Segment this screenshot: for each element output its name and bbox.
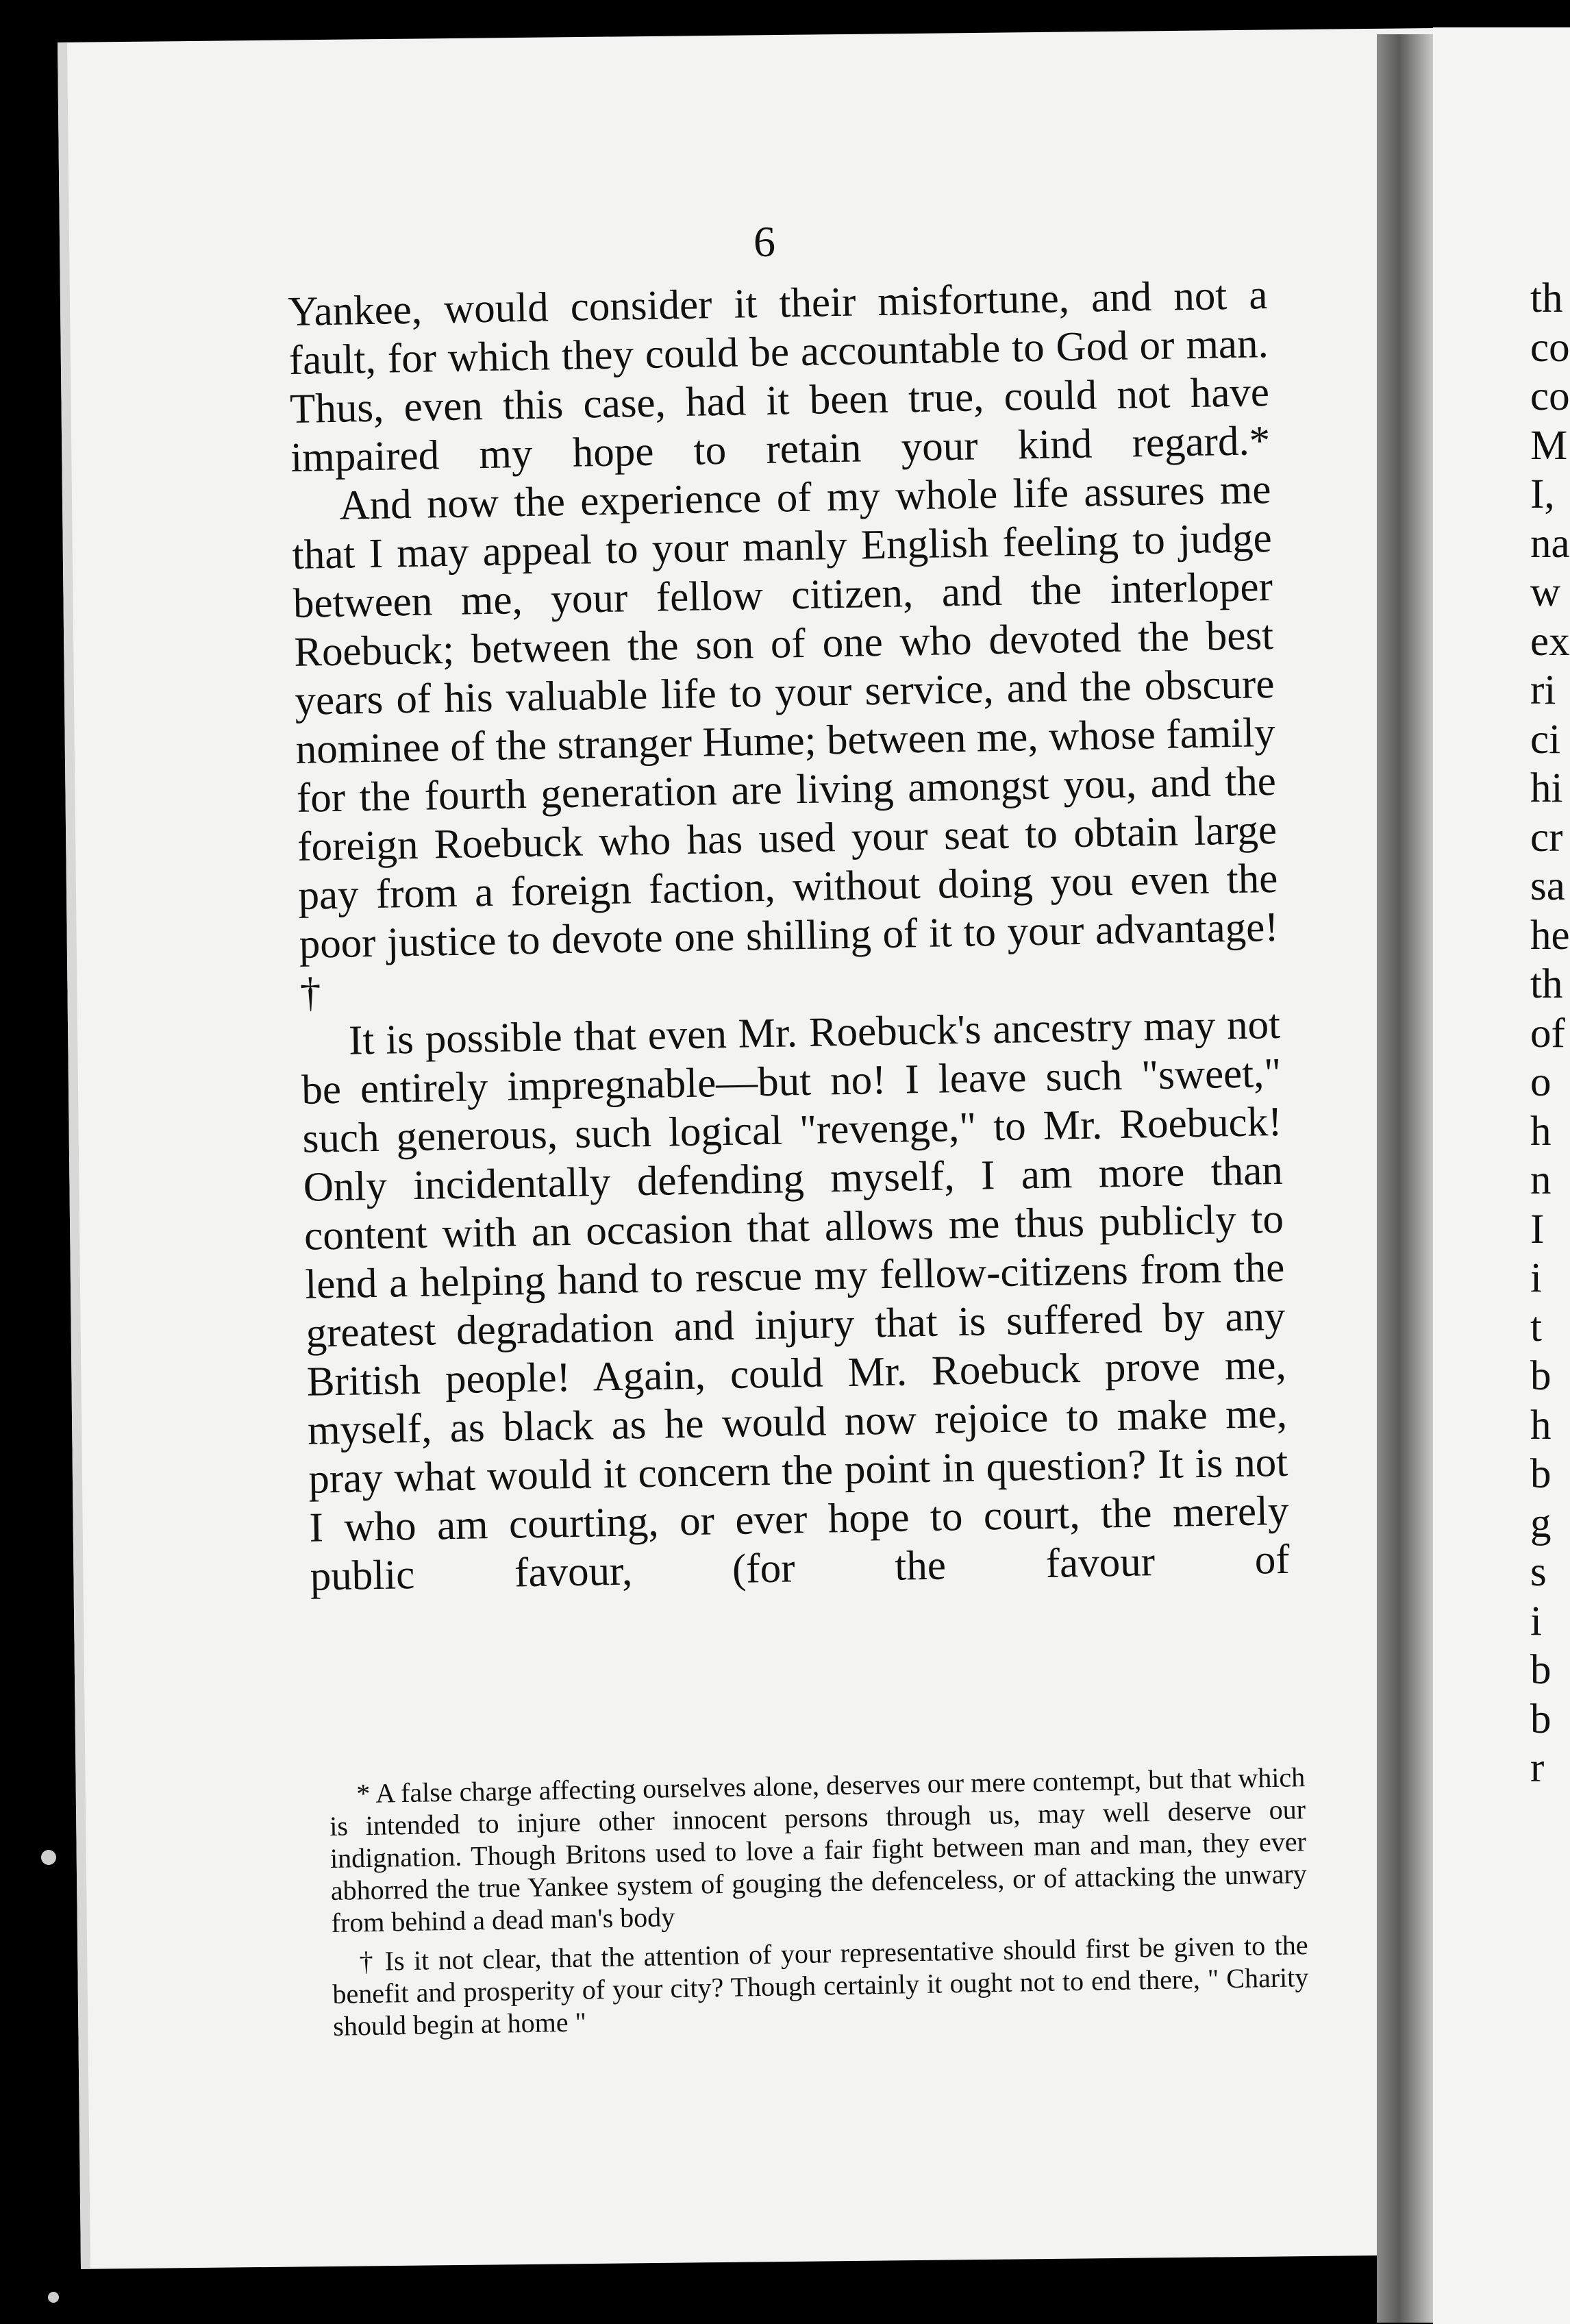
facing-page-line-fragment: of [1530,1010,1565,1056]
facing-page-line-fragment: b [1530,1353,1552,1399]
facing-page-line-fragment: sa [1530,863,1565,909]
facing-page-line-fragment: na [1530,520,1570,567]
facing-page-line-fragment: ri [1530,667,1556,713]
paragraph-3: It is possible that even Mr. Roebuck's ancestry may not be entirely impregnable—but no! I leave such "sweet," such generous, such logical "revenge," to Mr. Roebuck! Only incidentally defending myself, I am more than content with an occasion that allows me thus publicly to lend a helping hand to rescue my fellow-citizens from the greatest degradation and injury that is suffered by any British people! Again, could Mr. Roebuck prove me, myself, as black as he would now rejoice to make me, pray what would it concern the point in question? It is not I who am courting, or ever hope to court, the merely public favour, (for the favour of [301,1001,1291,1600]
facing-page-line-fragment: w [1530,569,1561,615]
facing-page-line-fragment: th [1530,275,1563,321]
page-number: 6 [753,217,775,266]
paragraph-2: And now the experience of my whole life assures me that I may appeal to your manly English feeling to judge between me, your fellow citizen, and the interloper Roebuck; between the son of one who devoted the best years of his valuable life to your service, and the obscure nominee of the stranger Hume; between me, whose family for the fourth generation are living amongst you, and the foreign Roebuck who has used your seat to obtain large pay from a foreign faction, without doing you even the poor justice to devote one shilling of it to your advantage! † [292,466,1280,1016]
facing-page-line-fragment: ex [1530,618,1570,665]
footnotes [329,1761,1310,2049]
body-text [288,271,1290,1601]
facing-page-line-fragment: co [1530,324,1570,371]
book-gutter [1377,34,1433,2323]
facing-page-fragments [1530,274,1570,1793]
facing-page-line-fragment: ci [1530,716,1561,763]
facing-page-line-fragment: s [1530,1549,1547,1595]
facing-page-line-fragment: b [1530,1451,1552,1497]
facing-page-line-fragment: r [1530,1745,1545,1791]
facing-page-line-fragment: b [1530,1647,1552,1693]
facing-page-line-fragment: b [1530,1696,1552,1742]
facing-page-line-fragment: cr [1530,814,1563,861]
facing-page-line-fragment: M [1530,422,1568,469]
facing-page-line-fragment: g [1530,1500,1552,1546]
facing-page-line-fragment: o [1530,1059,1552,1105]
facing-page-line-fragment: he [1530,912,1570,959]
facing-page-line-fragment: i [1530,1255,1542,1301]
facing-page-line-fragment: i [1530,1598,1542,1644]
scan-speck [48,2292,59,2303]
footnote-1: * A false charge affecting ourselves alone, deserves our mere contempt, but that which is intended to injure other innocent persons through us, may well deserve our indignation. Though Britons used to love a fair fight between man and man, they ever abhorred the true Yankee system of gouging the defenceless, or of attacking the unwary from behind a dead man's body [329,1761,1308,1938]
facing-page-line-fragment: I, [1530,471,1555,517]
facing-page-line-fragment: I [1530,1206,1545,1252]
facing-page-line-fragment: t [1530,1304,1542,1350]
facing-page-line-fragment: h [1530,1108,1552,1154]
facing-page-line-fragment: n [1530,1157,1552,1203]
facing-page-line-fragment: th [1530,961,1563,1007]
facing-page-line-fragment: co [1530,373,1570,419]
footnote-2: † Is it not clear, that the attention of your representative should first be given to the benefit and prosperity of your city? Though certainly it ought not to end there, " Charity should begin at home " [332,1929,1309,2042]
facing-page-line-fragment: h [1530,1402,1552,1448]
paragraph-1: Yankee, would consider it their misfortune, and not a fault, for which they could be accountable to God or man. Thus, even this case, had it been true, could not have impaired my hope to retain your kind regard.* [288,272,1271,481]
scan-speck [41,1850,56,1865]
facing-page-line-fragment: hi [1530,765,1563,811]
